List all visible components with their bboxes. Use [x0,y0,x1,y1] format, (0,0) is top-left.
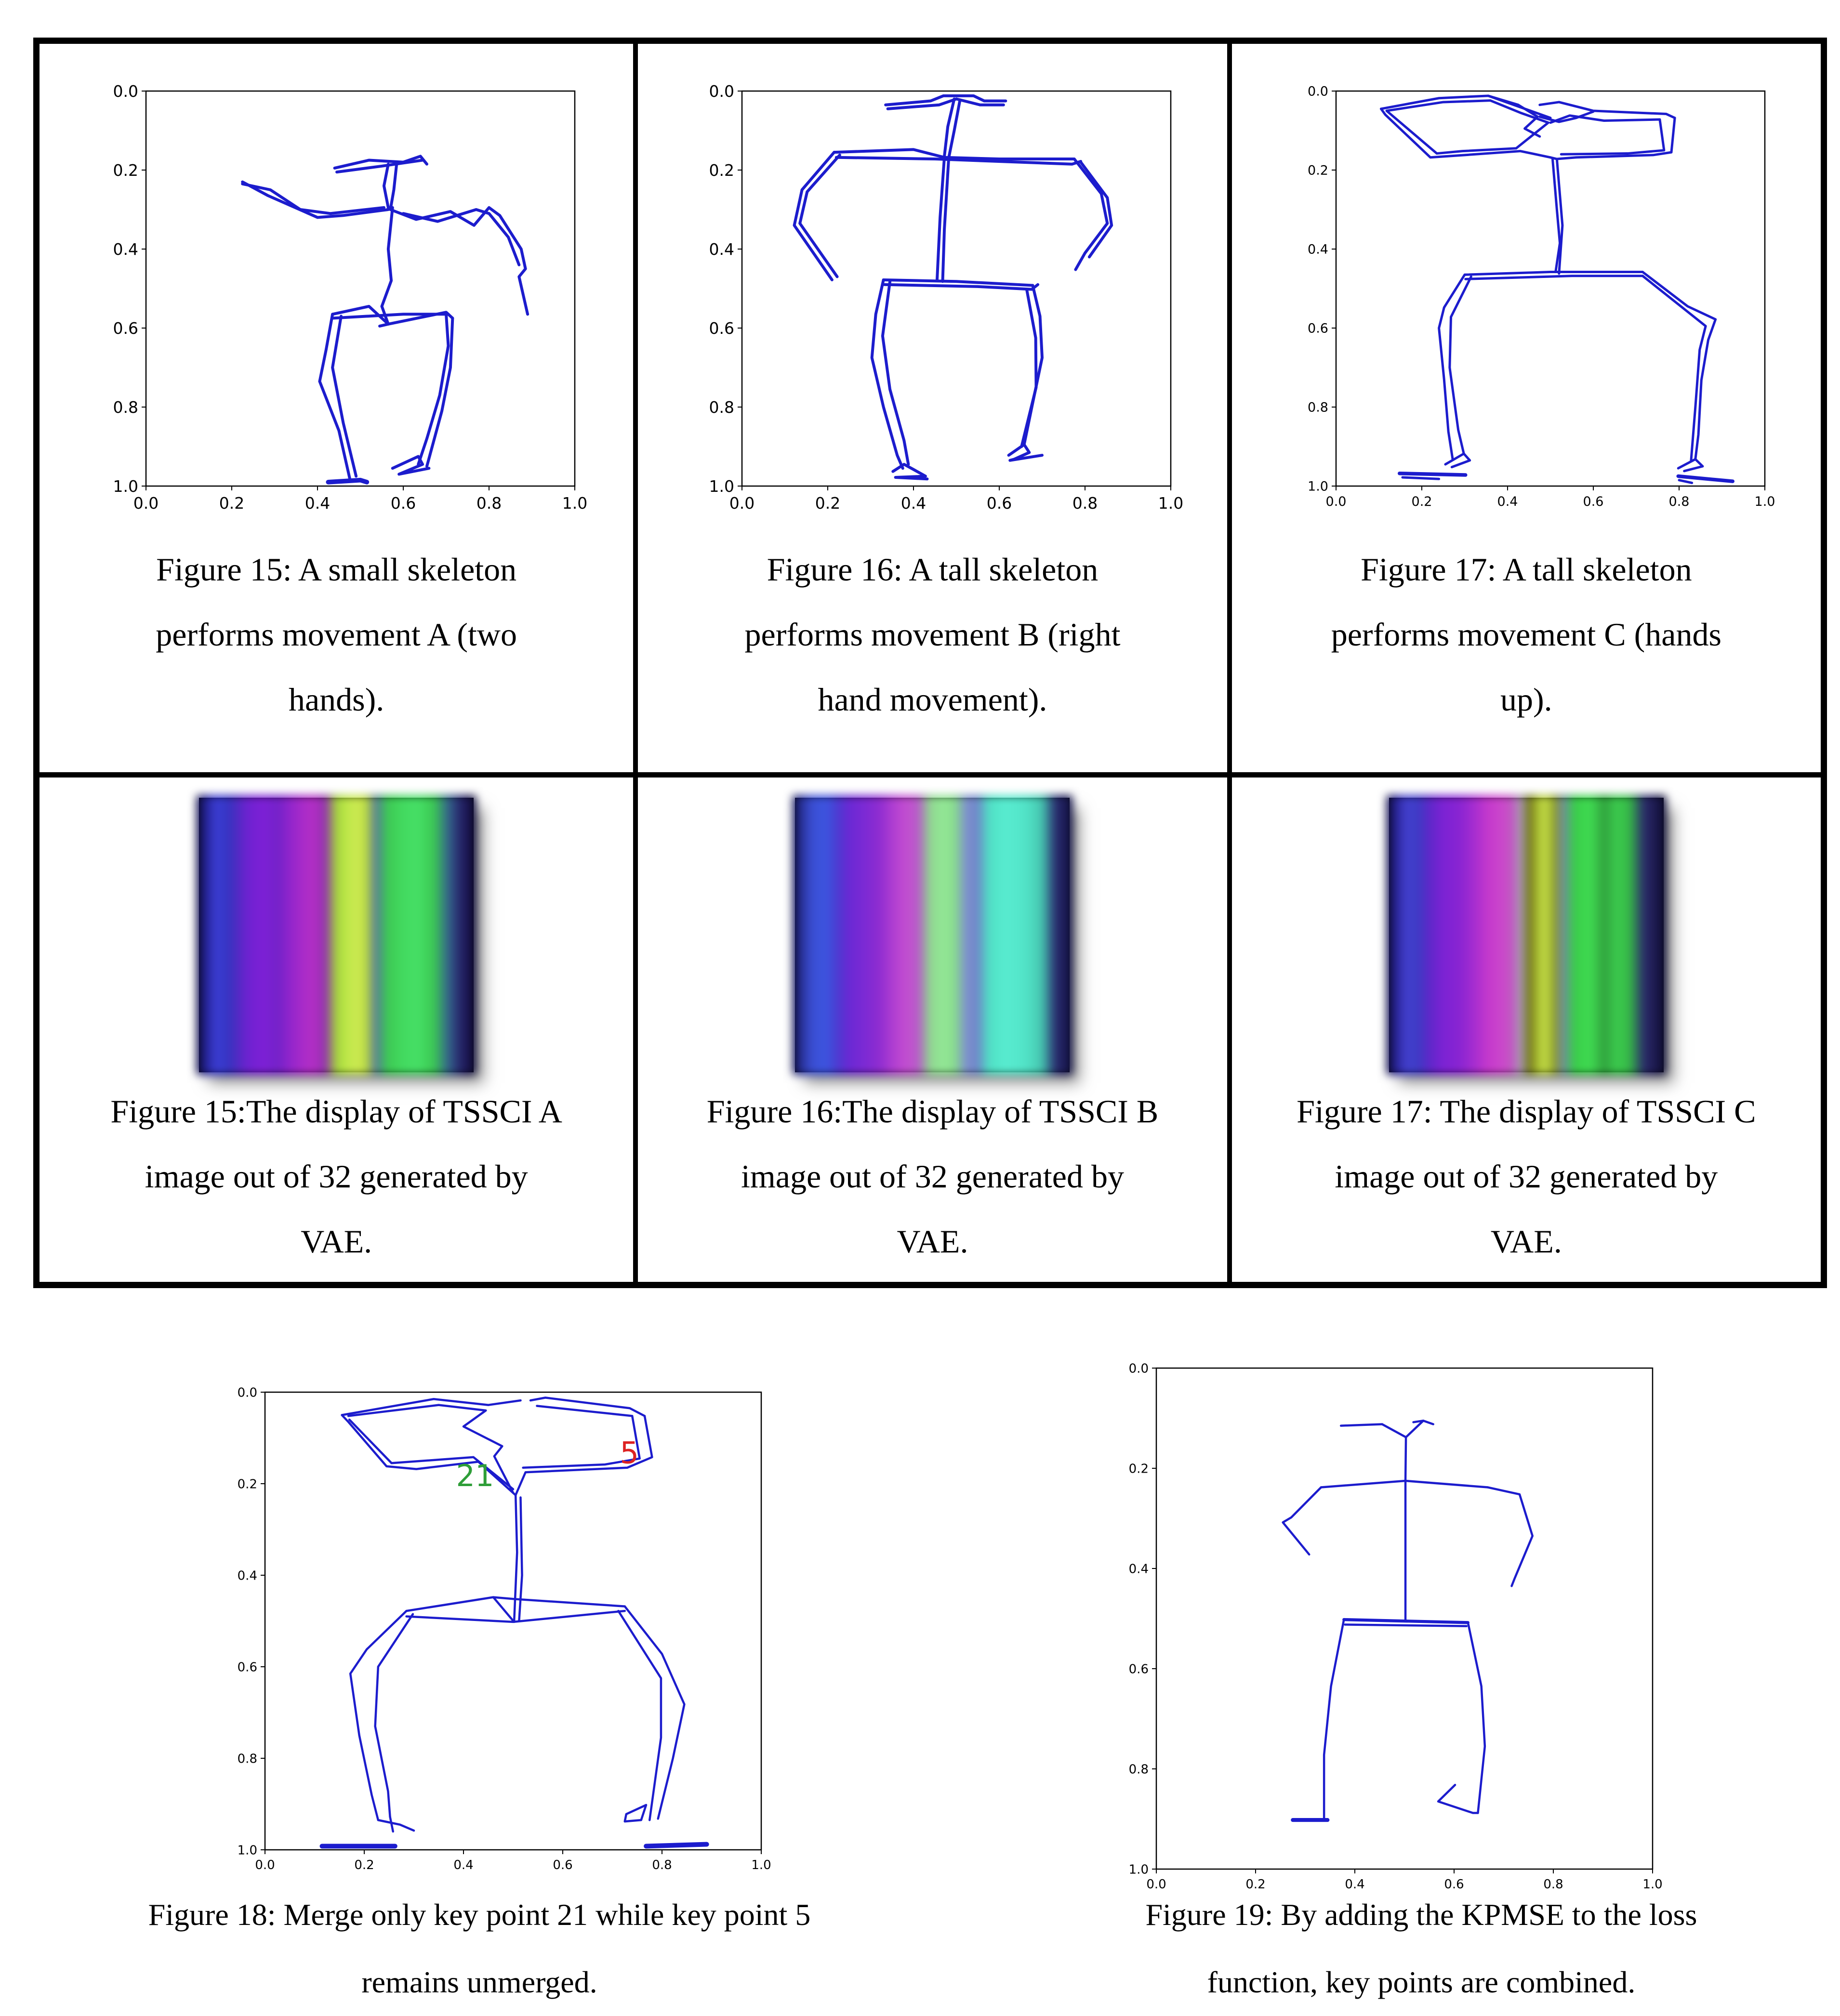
svg-text:0.8: 0.8 [1072,494,1098,513]
svg-text:0.0: 0.0 [1307,84,1328,99]
caption-line: performs movement A (two [156,616,517,653]
svg-text:1.0: 1.0 [1642,1877,1663,1892]
svg-text:0.8: 0.8 [709,397,735,417]
svg-text:0.4: 0.4 [113,239,139,259]
tssci-image-a [199,798,474,1072]
svg-text:0.8: 0.8 [1543,1877,1563,1892]
table-cell-tssci-a [40,772,633,1282]
svg-text:0.4: 0.4 [1497,494,1518,509]
svg-text:1.0: 1.0 [751,1858,771,1872]
figure-18-caption [29,1881,930,2016]
svg-text:1.0: 1.0 [709,476,735,496]
svg-text:0.2: 0.2 [1128,1462,1149,1476]
caption-line: Figure 16:The display of TSSCI B [706,1093,1159,1130]
svg-text:0.0: 0.0 [237,1385,257,1400]
caption-line: Figure 17: A tall skeleton [1361,551,1692,588]
caption-line: VAE. [1490,1223,1562,1260]
caption-line: image out of 32 generated by [1335,1158,1718,1195]
svg-text:1.0: 1.0 [1128,1862,1149,1877]
skeleton-plot-figure-19 [1060,1349,1701,1892]
caption-line: image out of 32 generated by [145,1158,528,1195]
svg-text:0.0: 0.0 [709,81,735,101]
svg-text:0.0: 0.0 [133,494,159,513]
svg-text:0.4: 0.4 [901,494,927,513]
svg-text:0.6: 0.6 [709,318,735,338]
svg-text:0.0: 0.0 [255,1858,275,1872]
svg-text:1.0: 1.0 [113,476,139,496]
svg-text:0.0: 0.0 [1146,1877,1166,1892]
figure-table [33,38,1827,1288]
tssci-a-caption [52,1079,622,1274]
svg-text:0.4: 0.4 [1307,242,1328,257]
figure-17-caption [1244,537,1809,732]
svg-text:0.2: 0.2 [1307,163,1328,178]
svg-text:5: 5 [620,1435,639,1471]
figure-16-caption [650,537,1215,732]
svg-text:0.8: 0.8 [1128,1762,1149,1777]
svg-text:0.2: 0.2 [1411,494,1432,509]
figure-15-caption [52,537,622,732]
svg-text:0.4: 0.4 [453,1858,474,1872]
table-cell-tssci-b [633,772,1227,1282]
skeleton-plot-figure-16 [677,82,1188,530]
caption-line: performs movement C (hands [1331,616,1721,653]
caption-line: hands). [289,681,384,718]
table-cell-figure-15 [40,44,633,772]
svg-text:0.6: 0.6 [1307,321,1328,336]
svg-text:0.0: 0.0 [113,81,139,101]
caption-line: up). [1500,681,1552,718]
svg-text:0.6: 0.6 [237,1660,257,1675]
svg-text:1.0: 1.0 [1307,479,1328,494]
tssci-c-caption [1244,1079,1809,1274]
caption-line: function, key points are combined. [1207,1965,1636,1999]
table-cell-figure-16 [633,44,1227,772]
svg-text:1.0: 1.0 [1158,494,1184,513]
svg-text:0.2: 0.2 [1245,1877,1266,1892]
svg-text:0.0: 0.0 [1325,494,1347,509]
tssci-b-stripes [793,795,1072,1075]
tssci-image-c [1389,798,1664,1072]
svg-text:0.2: 0.2 [237,1477,257,1492]
svg-text:0.4: 0.4 [1345,1877,1365,1892]
svg-text:0.6: 0.6 [390,494,416,513]
svg-text:0.6: 0.6 [553,1858,573,1872]
svg-text:0.2: 0.2 [709,160,735,180]
svg-text:0.0: 0.0 [1128,1361,1149,1376]
tssci-b-caption [650,1079,1215,1274]
table-cell-figure-17 [1227,44,1821,772]
svg-text:0.2: 0.2 [219,494,245,513]
figure-19-caption [1021,1881,1821,2016]
svg-text:0.2: 0.2 [815,494,841,513]
svg-text:0.4: 0.4 [1128,1562,1149,1577]
svg-text:0.4: 0.4 [237,1568,257,1583]
skeleton-plot-figure-18 [169,1373,809,1884]
tssci-a-stripes [197,795,476,1075]
caption-line: Figure 19: By adding the KPMSE to the loss [1145,1897,1697,1932]
svg-text:0.4: 0.4 [304,494,331,513]
caption-line: Figure 15: A small skeleton [156,551,517,588]
svg-text:0.8: 0.8 [1668,494,1690,509]
svg-text:1.0: 1.0 [1754,494,1775,509]
caption-line: performs movement B (right [744,616,1121,653]
svg-text:0.2: 0.2 [354,1858,374,1872]
svg-text:1.0: 1.0 [562,494,588,513]
caption-line: image out of 32 generated by [741,1158,1124,1195]
caption-line: VAE. [301,1223,372,1260]
svg-text:0.8: 0.8 [652,1858,672,1872]
table-cell-tssci-c [1227,772,1821,1282]
tssci-c-stripes [1387,795,1666,1075]
svg-text:0.6: 0.6 [987,494,1012,513]
svg-text:0.2: 0.2 [113,160,139,180]
svg-text:0.6: 0.6 [1128,1662,1149,1677]
svg-text:21: 21 [456,1458,494,1493]
skeleton-plot-figure-15 [81,82,592,530]
svg-text:1.0: 1.0 [237,1843,257,1858]
caption-line: VAE. [897,1223,968,1260]
svg-text:0.0: 0.0 [729,494,755,513]
svg-text:0.8: 0.8 [237,1752,257,1766]
svg-text:0.8: 0.8 [476,494,502,513]
svg-text:0.4: 0.4 [709,239,735,259]
svg-text:0.6: 0.6 [1444,1877,1464,1892]
tssci-image-b [795,798,1070,1072]
svg-text:0.6: 0.6 [1583,494,1604,509]
skeleton-plot-figure-17 [1271,82,1782,530]
caption-line: remains unmerged. [361,1965,597,1999]
caption-line: Figure 15:The display of TSSCI A [110,1093,562,1130]
caption-line: Figure 17: The display of TSSCI C [1297,1093,1756,1130]
svg-text:0.6: 0.6 [113,318,139,338]
svg-text:0.8: 0.8 [113,397,139,417]
caption-line: hand movement). [818,681,1047,718]
caption-line: Figure 18: Merge only key point 21 while key point 5 [148,1897,811,1932]
svg-text:0.8: 0.8 [1307,400,1328,415]
caption-line: Figure 16: A tall skeleton [767,551,1099,588]
